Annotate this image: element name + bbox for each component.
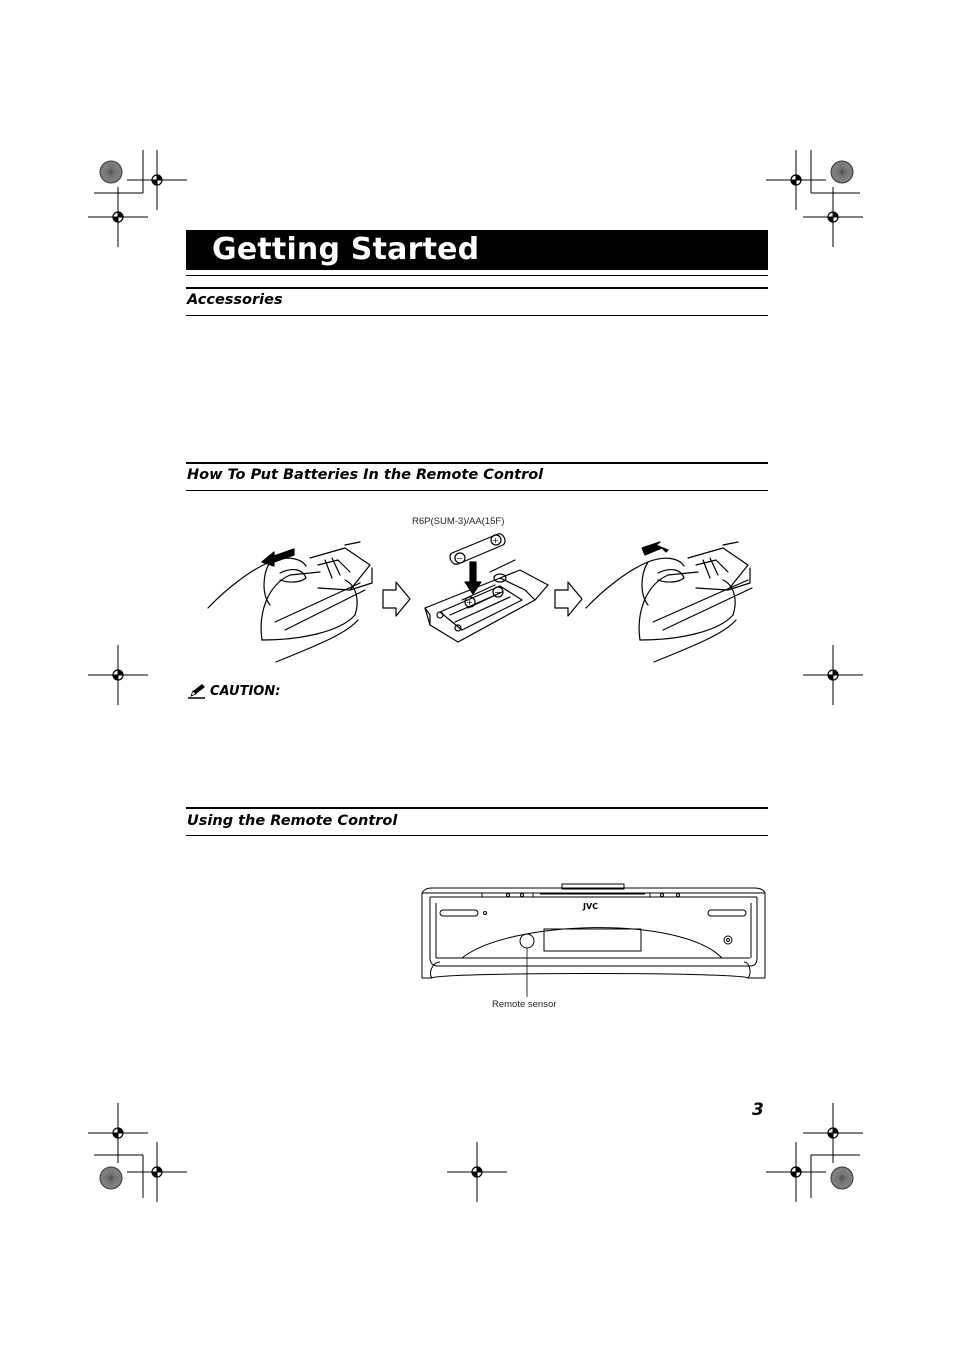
svg-text:−: − — [494, 588, 501, 597]
section-heading-batteries: How To Put Batteries In the Remote Control — [187, 467, 544, 483]
svg-text:+: + — [492, 536, 499, 545]
section-heading-accessories: Accessories — [187, 292, 283, 308]
brand-logo: JVC — [583, 902, 599, 911]
section-heading-using-remote: Using the Remote Control — [187, 813, 398, 829]
page-number: 3 — [752, 1100, 764, 1120]
svg-text:+: + — [466, 598, 473, 607]
svg-text:−: − — [456, 554, 463, 563]
caution-label: CAUTION: — [210, 683, 281, 699]
battery-type-label: R6P(SUM-3)/AA(15F) — [412, 516, 505, 527]
page-title: Getting Started — [212, 232, 480, 267]
remote-sensor-label: Remote sensor — [492, 999, 557, 1010]
